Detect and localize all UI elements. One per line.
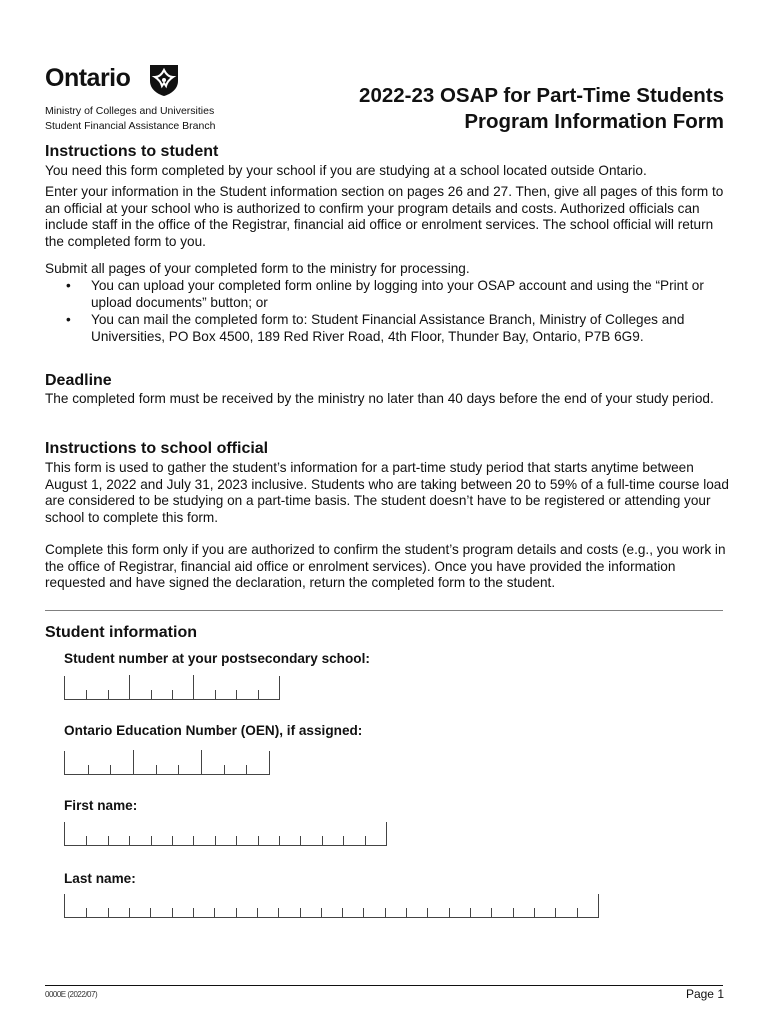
char-box-divider [151, 690, 152, 699]
char-box-divider [151, 836, 152, 845]
char-box-divider [110, 765, 111, 774]
instructions-student-heading: Instructions to student [45, 143, 219, 160]
char-box-divider [406, 908, 407, 917]
char-box-divider [236, 690, 237, 699]
char-box-divider [129, 675, 130, 699]
first-name-input[interactable] [64, 822, 387, 846]
student-number-input[interactable] [64, 676, 280, 700]
char-box-divider [236, 908, 237, 917]
form-title: 2022-23 OSAP for Part-Time Students Program Information Form [359, 84, 724, 133]
char-box-divider [577, 908, 578, 917]
char-box-divider [215, 836, 216, 845]
instruction-bullet: • You can upload your completed form online by logging into your OSAP account and using the “Print or upload documents” button; or [66, 278, 704, 310]
ministry-name: Ministry of Colleges and Universities Student Financial Assistance Branch [45, 105, 216, 132]
trillium-logo-icon [147, 61, 181, 97]
oen-input[interactable] [64, 751, 270, 775]
char-box-divider [108, 836, 109, 845]
instructions-school-p2: Complete this form only if you are authorized to confirm the student’s program details and costs (e.g., you work in the office of Registrar, financial aid office or enrolment services). Once you have provided the information requested and have signed the declaration, return the completed form to the student. [45, 542, 726, 591]
char-box-divider [86, 836, 87, 845]
char-box-divider [534, 908, 535, 917]
instructions-student-p3: Submit all pages of your completed form to the ministry for processing. [45, 261, 470, 276]
char-box-divider [108, 908, 109, 917]
char-box-divider [513, 908, 514, 917]
oen-label: Ontario Education Number (OEN), if assigned: [64, 723, 363, 738]
char-box-divider [215, 690, 216, 699]
char-box-divider [342, 908, 343, 917]
student-info-heading: Student information [45, 624, 197, 641]
deadline-heading: Deadline [45, 372, 112, 389]
char-box-divider [86, 908, 87, 917]
char-box-divider [193, 908, 194, 917]
section-divider [45, 610, 723, 611]
char-box-divider [322, 836, 323, 845]
char-box-divider [193, 836, 194, 845]
char-box-divider [129, 836, 130, 845]
first-name-label: First name: [64, 798, 138, 813]
last-name-label: Last name: [64, 871, 136, 886]
char-box-divider [129, 908, 130, 917]
char-box-divider [258, 836, 259, 845]
char-box-divider [300, 836, 301, 845]
char-box-divider [246, 765, 247, 774]
char-box-divider [363, 908, 364, 917]
char-box-divider [150, 908, 151, 917]
char-box-divider [172, 690, 173, 699]
char-box-divider [193, 675, 194, 699]
char-box-divider [172, 908, 173, 917]
char-box-divider [133, 750, 134, 774]
char-box-divider [555, 908, 556, 917]
char-box-divider [343, 836, 344, 845]
footer-rule [45, 985, 723, 986]
ontario-logo-text: Ontario [45, 64, 131, 92]
instructions-student-p2: Enter your information in the Student information section on pages 26 and 27. Then, give all pages of this form to an official at your school who is authorized to confirm your program details and costs. Authorized officials can include staff in the office of the Registrar, financial aid office or enrolment services. The school official will return the completed form to you. [45, 184, 724, 249]
char-box-divider [470, 908, 471, 917]
char-box-divider [88, 765, 89, 774]
char-box-divider [156, 765, 157, 774]
char-box-divider [236, 836, 237, 845]
char-box-divider [86, 690, 87, 699]
char-box-divider [224, 765, 225, 774]
char-box-divider [385, 908, 386, 917]
char-box-divider [300, 908, 301, 917]
form-code: 0000E (2022/07) [45, 990, 98, 999]
char-box-divider [178, 765, 179, 774]
char-box-divider [108, 690, 109, 699]
char-box-divider [214, 908, 215, 917]
instructions-student-p1: You need this form completed by your school if you are studying at a school located outside Ontario. [45, 163, 647, 178]
char-box-divider [491, 908, 492, 917]
char-box-divider [257, 908, 258, 917]
last-name-input[interactable] [64, 894, 599, 918]
char-box-divider [427, 908, 428, 917]
char-box-divider [278, 908, 279, 917]
char-box-divider [279, 836, 280, 845]
student-number-label: Student number at your postsecondary school: [64, 651, 370, 666]
char-box-divider [321, 908, 322, 917]
instructions-school-heading: Instructions to school official [45, 440, 269, 457]
char-box-divider [365, 836, 366, 845]
char-box-divider [258, 690, 259, 699]
instructions-school-p1: This form is used to gather the student’s information for a part-time study period that starts anytime between August 1, 2022 and July 31, 2023 inclusive. Students who are taking between 20 to 59% of a full-time course load are considered to be studying on a part-time basis. The student doesn’t have to be registered or attending your school to complete this form. [45, 460, 729, 525]
instruction-bullet: • You can mail the completed form to: Student Financial Assistance Branch, Ministry of Colleges and Universities, PO Box 4500, 189 Red River Road, 4th Floor, Thunder Bay, Ontario, P7B 6G9. [66, 312, 685, 344]
char-box-divider [201, 750, 202, 774]
char-box-divider [172, 836, 173, 845]
page-number: Page 1 [685, 987, 724, 1001]
deadline-text: The completed form must be received by the ministry no later than 40 days before the end of your study period. [45, 391, 714, 406]
char-box-divider [449, 908, 450, 917]
